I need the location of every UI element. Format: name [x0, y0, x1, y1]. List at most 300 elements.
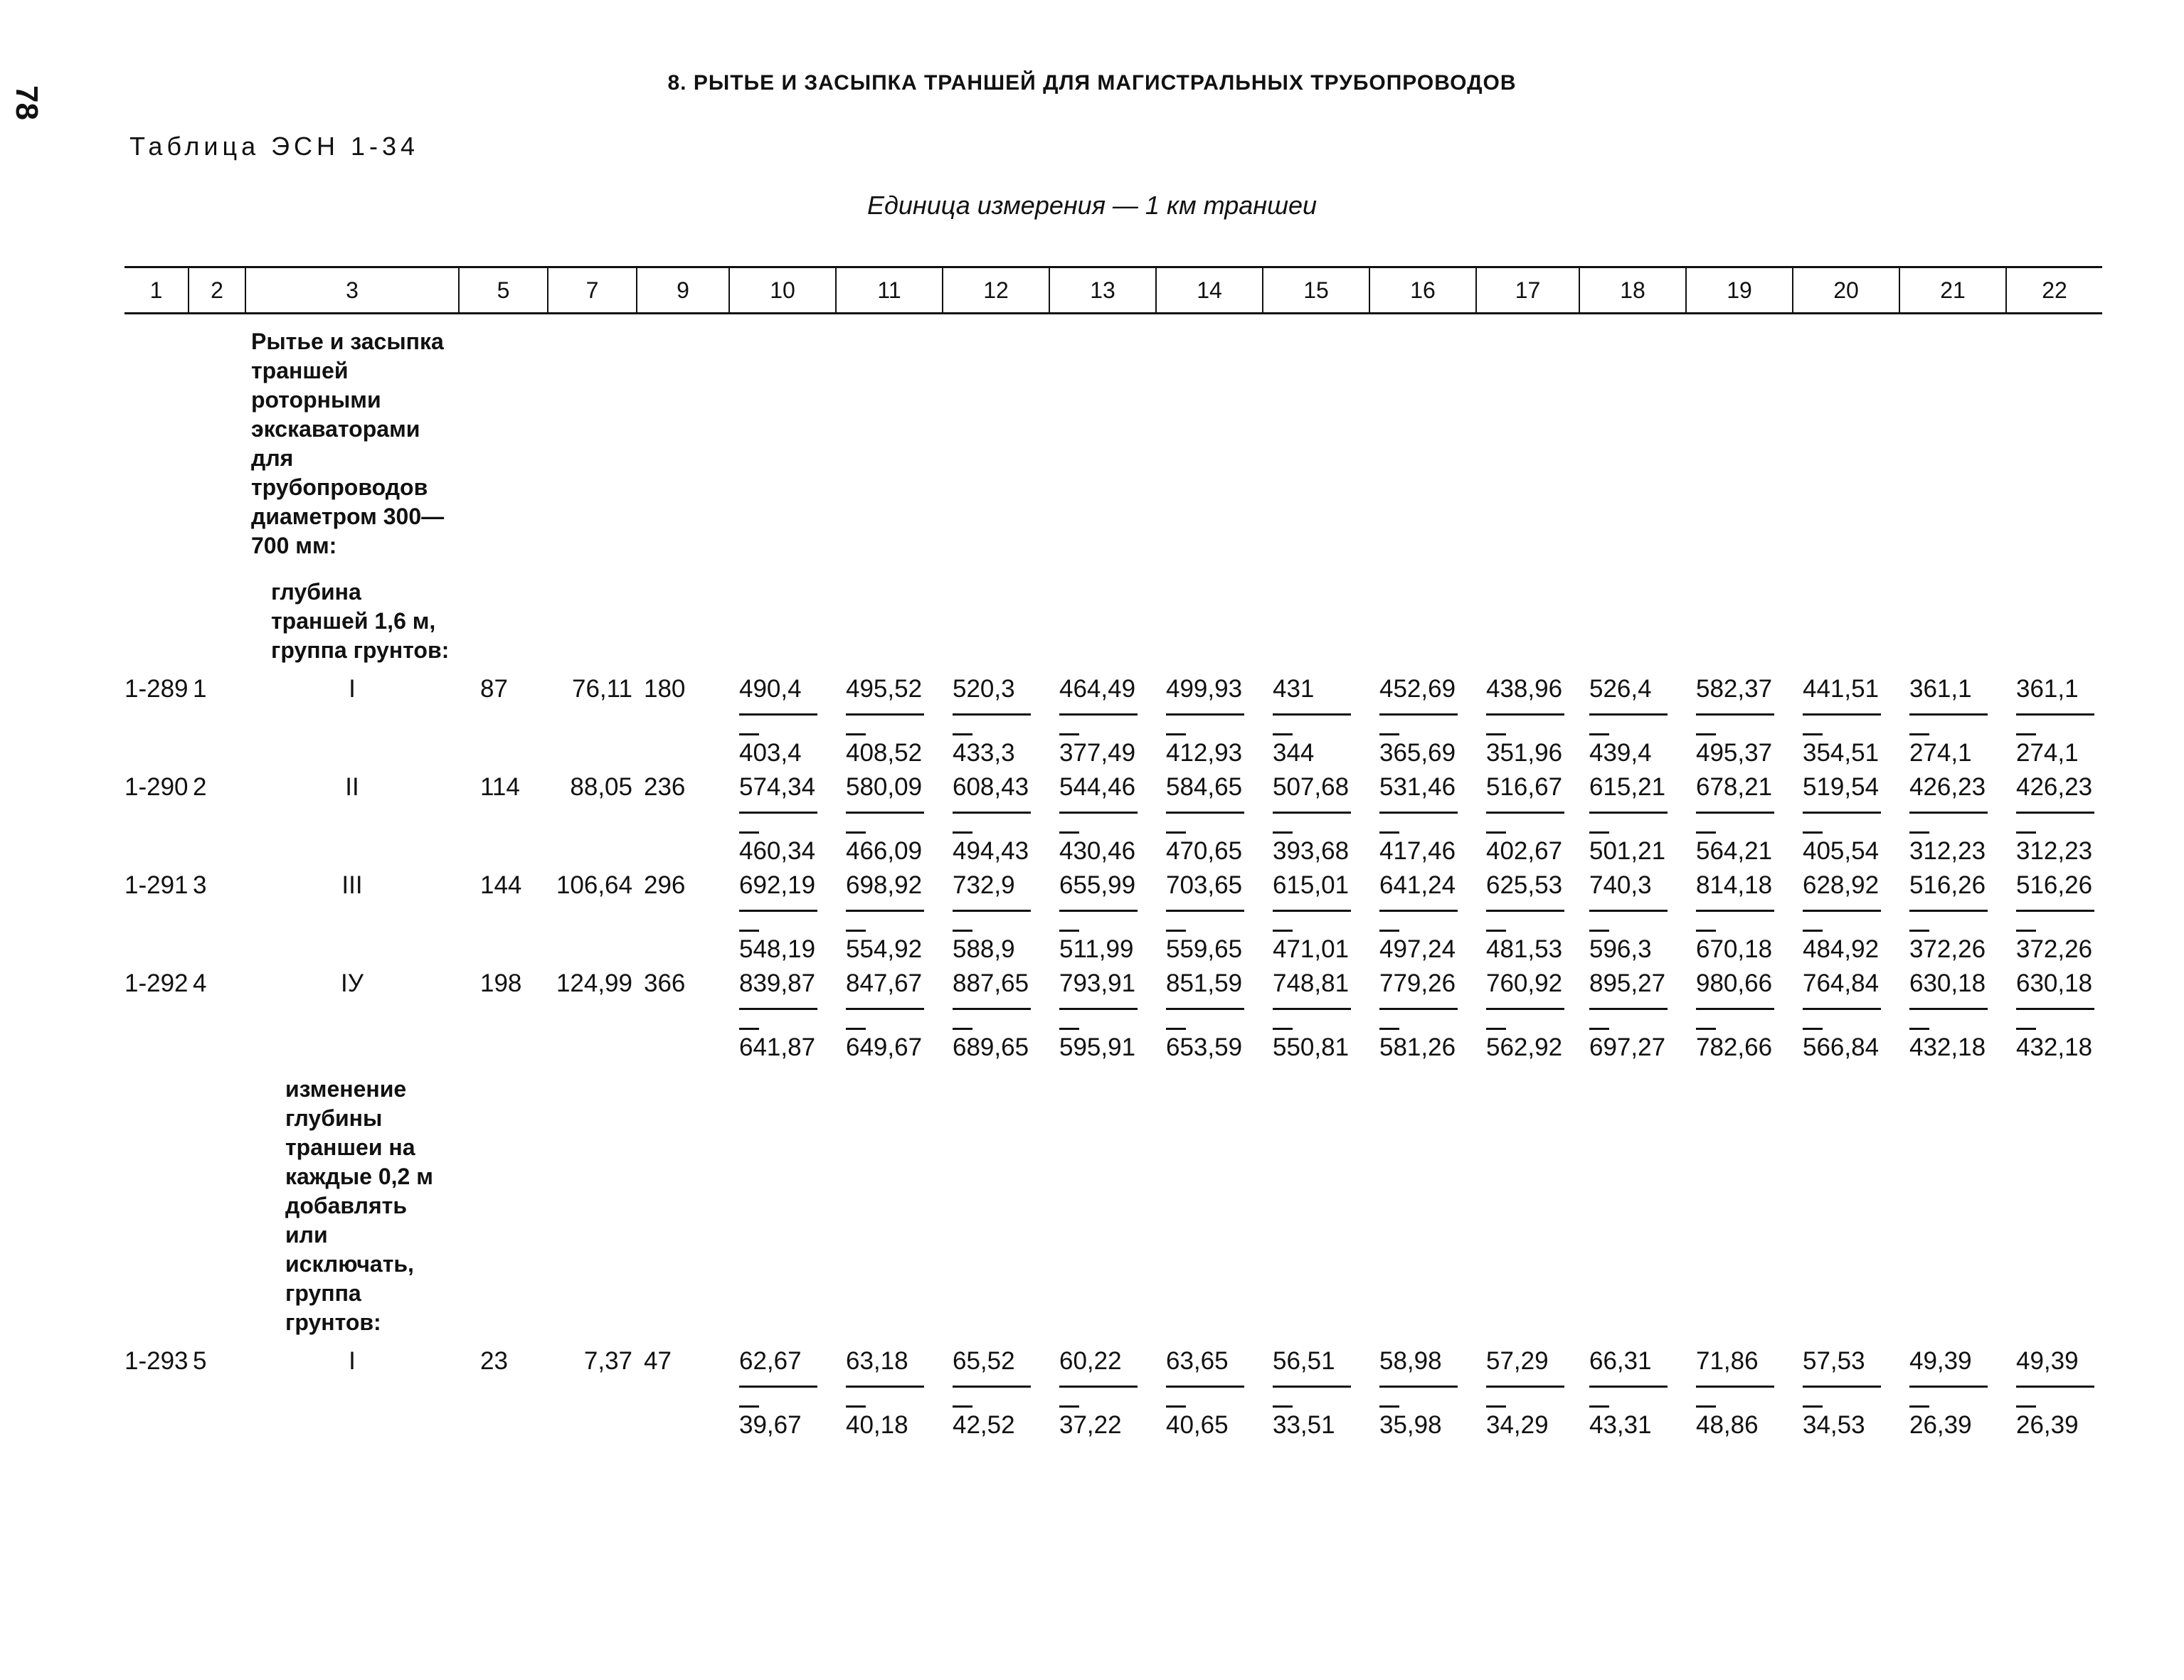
description-row	[124, 565, 2102, 669]
value-col-9: 47	[644, 1347, 672, 1375]
value-bottom-col-12: 494,43	[953, 837, 1029, 865]
fraction-dash	[953, 1002, 1031, 1028]
fraction-dash	[739, 1002, 817, 1028]
value-bottom-col-18: 501,21	[1589, 837, 1666, 865]
fraction-dash	[1589, 1380, 1668, 1405]
value-col-5: 114	[480, 773, 520, 801]
fraction-dash	[739, 904, 817, 930]
value-bottom-cell	[943, 703, 1049, 767]
empty-cell	[124, 998, 729, 1062]
value-bottom-cell	[1476, 703, 1579, 767]
value-col-7: 7,37	[583, 1347, 632, 1375]
value-bottom-col-15: 33,51	[1273, 1411, 1335, 1439]
value-bottom-col-10: 460,34	[739, 837, 816, 865]
fraction-dash	[846, 708, 924, 733]
value-top-col-16: 779,26	[1379, 969, 1456, 997]
fraction-dash	[1166, 1002, 1244, 1028]
value-top-col-22: 630,18	[2016, 969, 2093, 997]
value-bottom-cell	[2006, 998, 2102, 1062]
norm-code: 1-293	[124, 1347, 189, 1375]
value-bottom-col-15: 344	[1273, 739, 1315, 767]
fraction-dash	[953, 904, 1031, 930]
value-bottom-cell	[1369, 900, 1476, 964]
section-description: изменение глубины траншеи на каждые 0,2 м добавлять или исключать, группа грунтов:	[285, 1076, 433, 1335]
value-top-col-21: 516,26	[1909, 871, 1986, 899]
unit-caption: Единица измерения — 1 км траншеи	[866, 191, 1317, 220]
value-top-col-13: 464,49	[1059, 675, 1136, 703]
value-bottom-col-17: 402,67	[1486, 837, 1563, 865]
fraction-dash	[846, 1380, 924, 1405]
value-bottom-col-22: 274,1	[2016, 739, 2079, 767]
value-bottom-col-17: 34,29	[1486, 1411, 1549, 1439]
value-top-col-19: 980,66	[1696, 969, 1773, 997]
value-bottom-col-12: 42,52	[953, 1411, 1015, 1439]
value-top-col-15: 748,81	[1273, 969, 1350, 997]
table-row-lower	[124, 1376, 2102, 1440]
table-row	[124, 866, 2102, 900]
value-bottom-cell	[1899, 802, 2006, 866]
value-top-col-14: 499,93	[1166, 675, 1243, 703]
value-bottom-col-12: 433,3	[953, 739, 1015, 767]
value-col-5: 87	[480, 675, 508, 703]
value-top-col-17: 760,92	[1486, 969, 1563, 997]
fraction-dash	[1909, 708, 1988, 733]
row-number: 2	[193, 773, 207, 801]
fraction-dash	[1803, 806, 1881, 831]
column-number-9: 9	[637, 267, 729, 314]
value-bottom-cell	[1369, 998, 1476, 1062]
value-top-col-11: 580,09	[846, 773, 923, 801]
fraction-dash	[1803, 1380, 1881, 1405]
value-bottom-cell	[1263, 900, 1369, 964]
value-bottom-col-18: 43,31	[1589, 1411, 1652, 1439]
value-bottom-col-13: 511,99	[1059, 935, 1134, 963]
value-top-col-20: 519,54	[1803, 773, 1880, 801]
value-bottom-cell	[1049, 998, 1156, 1062]
fraction-dash	[1696, 806, 1774, 831]
fraction-dash	[846, 904, 924, 930]
empty-cell	[124, 703, 729, 767]
value-top-col-18: 895,27	[1589, 969, 1666, 997]
value-bottom-cell	[836, 802, 943, 866]
column-number-2: 2	[189, 267, 245, 314]
value-top-col-17: 625,53	[1486, 871, 1563, 899]
value-bottom-col-18: 697,27	[1589, 1033, 1666, 1061]
fraction-dash	[1696, 708, 1774, 733]
value-bottom-cell	[1899, 703, 2006, 767]
row-number: 3	[193, 871, 207, 899]
column-number-18: 18	[1579, 267, 1686, 314]
value-top-col-19: 71,86	[1696, 1347, 1759, 1375]
value-top-col-15: 615,01	[1273, 871, 1350, 899]
fraction-dash	[1486, 1002, 1564, 1028]
value-bottom-cell	[943, 900, 1049, 964]
fraction-dash	[1379, 1380, 1458, 1405]
column-number-7: 7	[548, 267, 637, 314]
value-bottom-cell	[1369, 802, 1476, 866]
value-bottom-cell	[1476, 900, 1579, 964]
fraction-dash	[1696, 1380, 1774, 1405]
fraction-dash	[2016, 806, 2094, 831]
column-number-22: 22	[2006, 267, 2102, 314]
fraction-dash	[1166, 708, 1244, 733]
value-bottom-col-13: 37,22	[1059, 1411, 1122, 1439]
fraction-dash	[1273, 1380, 1351, 1405]
norm-code: 1-289	[124, 675, 189, 703]
value-bottom-col-19: 495,37	[1696, 739, 1773, 767]
value-bottom-col-21: 372,26	[1909, 935, 1986, 963]
value-bottom-col-10: 39,67	[739, 1411, 802, 1439]
table-row	[124, 964, 2102, 998]
value-bottom-cell	[1049, 703, 1156, 767]
value-top-col-16: 58,98	[1379, 1347, 1442, 1375]
value-bottom-col-17: 481,53	[1486, 935, 1563, 963]
fraction-dash	[846, 1002, 924, 1028]
value-bottom-cell	[1263, 703, 1369, 767]
value-bottom-cell	[1263, 998, 1369, 1062]
fraction-dash	[1379, 708, 1458, 733]
fraction-dash	[1059, 708, 1138, 733]
value-bottom-cell	[1476, 998, 1579, 1062]
value-bottom-cell	[1686, 998, 1793, 1062]
value-top-col-20: 441,51	[1803, 675, 1880, 703]
value-top-col-16: 531,46	[1379, 773, 1456, 801]
value-top-col-18: 740,3	[1589, 871, 1652, 899]
value-bottom-cell	[1899, 998, 2006, 1062]
value-bottom-col-20: 405,54	[1803, 837, 1880, 865]
value-top-col-18: 526,4	[1589, 675, 1652, 703]
fraction-dash	[846, 806, 924, 831]
value-bottom-col-10: 548,19	[739, 935, 816, 963]
fraction-dash	[1059, 806, 1138, 831]
value-bottom-col-16: 365,69	[1379, 739, 1456, 767]
table-row	[124, 669, 2102, 703]
fraction-dash	[1909, 904, 1988, 930]
fraction-dash	[739, 806, 817, 831]
column-number-20: 20	[1793, 267, 1899, 314]
value-top-col-12: 520,3	[953, 675, 1015, 703]
fraction-dash	[1803, 708, 1881, 733]
value-bottom-col-16: 417,46	[1379, 837, 1456, 865]
table-row	[124, 1341, 2102, 1376]
value-top-col-15: 507,68	[1273, 773, 1350, 801]
fraction-dash	[1166, 806, 1244, 831]
column-number-19: 19	[1686, 267, 1793, 314]
value-top-col-11: 495,52	[846, 675, 923, 703]
value-bottom-cell	[1263, 1376, 1369, 1440]
row-number: 4	[193, 969, 207, 997]
value-bottom-col-22: 26,39	[2016, 1411, 2079, 1439]
value-top-col-18: 66,31	[1589, 1347, 1652, 1375]
value-bottom-cell	[1793, 998, 1899, 1062]
value-bottom-col-20: 566,84	[1803, 1033, 1880, 1061]
empty-cell	[124, 1376, 729, 1440]
table-row-lower	[124, 900, 2102, 964]
value-top-col-10: 490,4	[739, 675, 802, 703]
value-bottom-col-15: 471,01	[1273, 935, 1350, 963]
value-bottom-col-19: 48,86	[1696, 1411, 1759, 1439]
value-top-col-14: 63,65	[1166, 1347, 1229, 1375]
column-number-11: 11	[836, 267, 943, 314]
value-bottom-col-21: 26,39	[1909, 1411, 1972, 1439]
value-top-col-11: 847,67	[846, 969, 923, 997]
value-bottom-col-20: 34,53	[1803, 1411, 1865, 1439]
row-number: 5	[193, 1347, 207, 1375]
value-bottom-cell	[1579, 1376, 1686, 1440]
norms-table	[124, 266, 2102, 1440]
fraction-dash	[1803, 904, 1881, 930]
value-bottom-col-11: 649,67	[846, 1033, 923, 1061]
table-row	[124, 767, 2102, 802]
empty-cell	[124, 900, 729, 964]
value-top-col-20: 764,84	[1803, 969, 1880, 997]
column-number-13: 13	[1049, 267, 1156, 314]
value-col-7: 76,11	[572, 675, 632, 703]
empty-cell	[459, 1062, 2102, 1341]
fraction-dash	[1486, 806, 1564, 831]
value-bottom-col-14: 559,65	[1166, 935, 1243, 963]
value-bottom-cell	[1686, 900, 1793, 964]
ground-group: I	[349, 1347, 356, 1375]
value-top-col-20: 57,53	[1803, 1347, 1865, 1375]
empty-cell	[189, 1062, 245, 1341]
fraction-dash	[1379, 1002, 1458, 1028]
fraction-dash	[1059, 904, 1138, 930]
section-sub-description: глубина траншей 1,6 м, группа грунтов:	[271, 579, 450, 663]
value-top-col-12: 732,9	[953, 871, 1015, 899]
fraction-dash	[2016, 904, 2094, 930]
value-top-col-12: 65,52	[953, 1347, 1015, 1375]
value-bottom-col-10: 641,87	[739, 1033, 816, 1061]
fraction-dash	[1486, 708, 1564, 733]
fraction-dash	[1589, 708, 1668, 733]
column-number-15: 15	[1263, 267, 1369, 314]
empty-cell	[189, 314, 245, 565]
value-bottom-col-22: 372,26	[2016, 935, 2093, 963]
value-bottom-cell	[1686, 1376, 1793, 1440]
fraction-dash	[1059, 1002, 1138, 1028]
value-top-col-21: 49,39	[1909, 1347, 1972, 1375]
fraction-dash	[1273, 806, 1351, 831]
fraction-dash	[739, 708, 817, 733]
value-bottom-cell	[729, 998, 836, 1062]
value-bottom-cell	[943, 998, 1049, 1062]
column-number-row	[124, 267, 2102, 314]
value-bottom-cell	[2006, 802, 2102, 866]
column-number-21: 21	[1899, 267, 2006, 314]
value-bottom-cell	[1579, 998, 1686, 1062]
value-bottom-col-22: 432,18	[2016, 1033, 2093, 1061]
value-bottom-col-21: 274,1	[1909, 739, 1972, 767]
value-bottom-cell	[1793, 900, 1899, 964]
value-bottom-cell	[1476, 802, 1579, 866]
value-col-5: 23	[480, 1347, 508, 1375]
value-top-col-13: 793,91	[1059, 969, 1136, 997]
value-col-7: 88,05	[570, 773, 632, 801]
value-bottom-cell	[943, 802, 1049, 866]
value-top-col-11: 698,92	[846, 871, 923, 899]
value-bottom-cell	[836, 900, 943, 964]
table-row-lower	[124, 703, 2102, 767]
fraction-dash	[1909, 1002, 1988, 1028]
value-col-7: 106,64	[556, 871, 632, 899]
value-bottom-cell	[729, 900, 836, 964]
value-bottom-col-20: 354,51	[1803, 739, 1880, 767]
value-col-9: 296	[644, 871, 686, 899]
value-bottom-cell	[1049, 802, 1156, 866]
column-number-12: 12	[943, 267, 1049, 314]
value-bottom-col-11: 40,18	[846, 1411, 908, 1439]
ground-group: IУ	[341, 969, 364, 997]
fraction-dash	[739, 1380, 817, 1405]
value-top-col-14: 584,65	[1166, 773, 1243, 801]
value-bottom-col-11: 408,52	[846, 739, 923, 767]
value-bottom-cell	[943, 1376, 1049, 1440]
value-top-col-19: 678,21	[1696, 773, 1773, 801]
norm-code: 1-290	[124, 773, 189, 801]
value-top-col-10: 839,87	[739, 969, 816, 997]
value-bottom-cell	[2006, 900, 2102, 964]
value-bottom-col-14: 470,65	[1166, 837, 1243, 865]
column-number-5: 5	[459, 267, 548, 314]
value-bottom-col-16: 497,24	[1379, 935, 1456, 963]
empty-cell	[124, 314, 189, 565]
fraction-dash	[1696, 1002, 1774, 1028]
value-bottom-cell	[836, 1376, 943, 1440]
value-top-col-16: 641,24	[1379, 871, 1456, 899]
value-top-col-21: 361,1	[1909, 675, 1972, 703]
value-top-col-15: 431	[1273, 675, 1315, 703]
value-bottom-cell	[1263, 802, 1369, 866]
value-top-col-10: 692,19	[739, 871, 816, 899]
value-bottom-cell	[1369, 703, 1476, 767]
fraction-dash	[1166, 1380, 1244, 1405]
ground-group: I	[349, 675, 356, 703]
value-bottom-col-13: 377,49	[1059, 739, 1136, 767]
value-bottom-col-10: 403,4	[739, 739, 802, 767]
column-number-16: 16	[1369, 267, 1476, 314]
value-top-col-19: 582,37	[1696, 675, 1773, 703]
value-top-col-19: 814,18	[1696, 871, 1773, 899]
fraction-dash	[1803, 1002, 1881, 1028]
ground-group: III	[341, 871, 363, 899]
value-bottom-col-17: 351,96	[1486, 739, 1563, 767]
value-bottom-col-14: 40,65	[1166, 1411, 1229, 1439]
value-top-col-11: 63,18	[846, 1347, 908, 1375]
ground-group: II	[345, 773, 359, 801]
value-bottom-cell	[1579, 703, 1686, 767]
value-col-9: 366	[644, 969, 686, 997]
value-bottom-col-19: 782,66	[1696, 1033, 1773, 1061]
fraction-dash	[1273, 708, 1351, 733]
fraction-dash	[2016, 708, 2094, 733]
fraction-dash	[953, 708, 1031, 733]
value-bottom-cell	[1793, 703, 1899, 767]
value-col-5: 198	[480, 969, 522, 997]
description-row	[124, 314, 2102, 565]
fraction-dash	[1589, 904, 1668, 930]
value-top-col-22: 516,26	[2016, 871, 2093, 899]
column-number-3: 3	[245, 267, 459, 314]
fraction-dash	[2016, 1380, 2094, 1405]
description-row	[124, 1062, 2102, 1341]
empty-cell	[124, 565, 189, 669]
empty-cell	[124, 802, 729, 866]
value-bottom-col-15: 550,81	[1273, 1033, 1350, 1061]
value-bottom-col-12: 588,9	[953, 935, 1015, 963]
fraction-dash	[1909, 806, 1988, 831]
fraction-dash	[1273, 1002, 1351, 1028]
value-top-col-14: 851,59	[1166, 969, 1243, 997]
table-title: Таблица ЭСН 1-34	[129, 132, 420, 161]
row-number: 1	[193, 675, 207, 703]
value-bottom-col-17: 562,92	[1486, 1033, 1563, 1061]
value-top-col-21: 630,18	[1909, 969, 1986, 997]
empty-cell	[459, 565, 2102, 669]
value-bottom-col-18: 439,4	[1589, 739, 1652, 767]
value-top-col-13: 544,46	[1059, 773, 1136, 801]
section-heading: 8. РЫТЬЕ И ЗАСЫПКА ТРАНШЕЙ ДЛЯ МАГИСТРАЛЬНЫХ ТРУБОПРОВОДОВ	[667, 71, 1517, 95]
value-bottom-col-15: 393,68	[1273, 837, 1350, 865]
section-description: Рытье и засыпка траншей роторными экскаваторами для трубопроводов диаметром 300—700 мм:	[251, 329, 445, 558]
value-bottom-col-20: 484,92	[1803, 935, 1880, 963]
value-bottom-cell	[1793, 802, 1899, 866]
value-col-7: 124,99	[556, 969, 632, 997]
norm-code: 1-292	[124, 969, 189, 997]
fraction-dash	[1166, 904, 1244, 930]
value-top-col-17: 438,96	[1486, 675, 1563, 703]
fraction-dash	[953, 1380, 1031, 1405]
value-top-col-12: 608,43	[953, 773, 1029, 801]
value-top-col-17: 57,29	[1486, 1347, 1549, 1375]
page-number: 78	[9, 85, 44, 120]
value-bottom-col-16: 35,98	[1379, 1411, 1442, 1439]
value-bottom-col-19: 564,21	[1696, 837, 1773, 865]
column-number-17: 17	[1476, 267, 1579, 314]
empty-cell	[124, 1062, 189, 1341]
value-bottom-cell	[1899, 1376, 2006, 1440]
value-top-col-20: 628,92	[1803, 871, 1880, 899]
value-top-col-10: 574,34	[739, 773, 816, 801]
column-number-10: 10	[729, 267, 836, 314]
value-bottom-col-22: 312,23	[2016, 837, 2093, 865]
fraction-dash	[953, 806, 1031, 831]
empty-cell	[189, 565, 245, 669]
value-bottom-col-11: 554,92	[846, 935, 923, 963]
column-number-14: 14	[1156, 267, 1263, 314]
value-bottom-col-14: 412,93	[1166, 739, 1243, 767]
value-top-col-14: 703,65	[1166, 871, 1243, 899]
value-bottom-cell	[836, 703, 943, 767]
value-top-col-21: 426,23	[1909, 773, 1986, 801]
value-bottom-cell	[1793, 1376, 1899, 1440]
value-bottom-cell	[1156, 998, 1263, 1062]
fraction-dash	[2016, 1002, 2094, 1028]
value-bottom-col-14: 653,59	[1166, 1033, 1243, 1061]
value-col-5: 144	[480, 871, 522, 899]
value-bottom-col-13: 595,91	[1059, 1033, 1136, 1061]
value-bottom-cell	[1049, 900, 1156, 964]
value-bottom-cell	[1156, 703, 1263, 767]
value-bottom-cell	[1049, 1376, 1156, 1440]
value-bottom-cell	[729, 1376, 836, 1440]
value-col-9: 180	[644, 675, 686, 703]
value-bottom-col-12: 689,65	[953, 1033, 1029, 1061]
value-bottom-cell	[1899, 900, 2006, 964]
fraction-dash	[1589, 806, 1668, 831]
value-bottom-cell	[1476, 1376, 1579, 1440]
value-bottom-cell	[729, 703, 836, 767]
